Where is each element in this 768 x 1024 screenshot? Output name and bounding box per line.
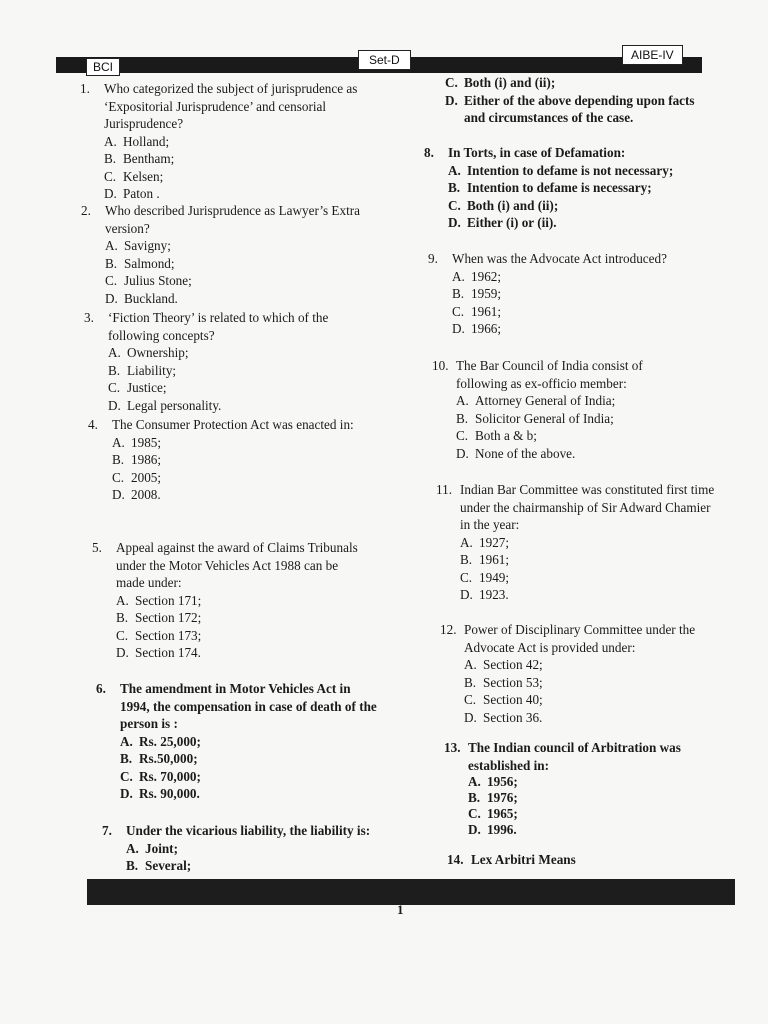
- question-number: 8.: [424, 145, 434, 160]
- question-2: [81, 202, 361, 307]
- option: A. Section 42;: [464, 657, 543, 672]
- question-3: [84, 309, 364, 414]
- option: A. Ownership;: [108, 345, 189, 360]
- option: D. 2008.: [112, 487, 161, 502]
- option: B. Rs.50,000;: [120, 751, 198, 766]
- option: D. None of the above.: [456, 445, 576, 461]
- option: D. Legal personality.: [108, 397, 222, 413]
- option: A. Rs. 25,000;: [120, 733, 201, 749]
- question-14: [447, 851, 707, 869]
- option: B. Intention to defame is necessary;: [448, 180, 652, 195]
- question-8: [424, 144, 694, 232]
- question-4: [88, 416, 368, 504]
- option: D. 1966;: [452, 321, 502, 336]
- option: C. Kelsen;: [104, 168, 164, 184]
- option: A. 1927;: [460, 534, 510, 550]
- question-12: [440, 621, 730, 726]
- question-number: 9.: [428, 251, 438, 266]
- question-5: [92, 539, 362, 662]
- option: C. Both (i) and (ii);: [448, 197, 559, 213]
- question-13: [444, 739, 704, 838]
- option: D. Rs. 90,000.: [120, 786, 200, 801]
- option: C. 1949;: [460, 569, 510, 585]
- question-text: Power of Disciplinary Committee under the Advocate Act is provided under:: [464, 622, 696, 655]
- question-7: [102, 822, 392, 875]
- question-11: [436, 481, 716, 604]
- question-number: 13.: [444, 740, 461, 755]
- header-left-tag: BCI: [86, 58, 120, 76]
- header-set-tag: Set-D: [358, 50, 411, 70]
- option: D. Either of the above depending upon facts and circumstances of the case.: [445, 92, 695, 125]
- option: B. Liability;: [108, 362, 177, 378]
- option: D. Section 174.: [116, 645, 201, 660]
- question-number: 4.: [88, 417, 98, 432]
- question-6: [96, 680, 381, 803]
- option: A. Attorney General of India;: [456, 393, 616, 408]
- question-10: [432, 357, 672, 462]
- option: B. Several;: [126, 858, 192, 873]
- option: D. Either (i) or (ii).: [448, 215, 557, 230]
- option: A. 1985;: [112, 434, 162, 450]
- option: B. Section 172;: [116, 610, 202, 625]
- option: C. Rs. 70,000;: [120, 768, 201, 784]
- option: C. Julius Stone;: [105, 273, 192, 288]
- option: A. 1962;: [452, 268, 502, 284]
- question-number: 12.: [440, 622, 457, 637]
- option: B. 1976;: [468, 790, 518, 805]
- question-text: ‘Fiction Theory’ is related to which of the following concepts?: [108, 310, 329, 343]
- option: C. 1961;: [452, 303, 502, 319]
- option: B. 1986;: [112, 452, 162, 467]
- option: B. 1959;: [452, 286, 502, 301]
- option: A. Joint;: [126, 840, 178, 856]
- question-text: In Torts, in case of Defamation:: [448, 145, 626, 160]
- question-number: 3.: [84, 310, 94, 325]
- question-number: 6.: [96, 681, 106, 696]
- option: B. Section 53;: [464, 674, 543, 690]
- option: D. Paton .: [104, 186, 160, 201]
- question-text: The Indian council of Arbitration was established in:: [468, 740, 681, 773]
- option: D. 1996.: [468, 822, 517, 837]
- option: C. Both (i) and (ii);: [445, 75, 556, 90]
- option: C. Both a & b;: [456, 428, 537, 443]
- option: A. 1956;: [468, 774, 518, 789]
- option: A. Savigny;: [105, 238, 171, 253]
- option: D. Buckland.: [105, 290, 178, 306]
- continuation-options: [445, 74, 705, 127]
- option: C. 2005;: [112, 469, 162, 485]
- question-number: 2.: [81, 203, 91, 218]
- option: B. Salmond;: [105, 255, 175, 271]
- question-text: The amendment in Motor Vehicles Act in 1994, the compensation in case of death of the person is :: [120, 681, 377, 731]
- option: B. 1961;: [460, 552, 510, 567]
- question-text: The Bar Council of India consist of following as ex-officio member:: [456, 358, 643, 391]
- question-text: Indian Bar Committee was constituted first time under the chairmanship of Sir Adward Chamier in the year:: [460, 482, 715, 532]
- question-number: 10.: [432, 358, 449, 373]
- question-9: [428, 250, 698, 338]
- question-1: [80, 80, 370, 203]
- option: C. Section 173;: [116, 627, 202, 643]
- question-text: When was the Advocate Act introduced?: [452, 251, 667, 266]
- option: A. Section 171;: [116, 592, 202, 608]
- question-text: The Consumer Protection Act was enacted in:: [112, 417, 354, 432]
- option: C. Section 40;: [464, 692, 543, 707]
- question-number: 1.: [80, 81, 90, 96]
- question-number: 7.: [102, 823, 112, 838]
- option: A. Intention to defame is not necessary;: [448, 162, 674, 178]
- question-text: Who described Jurisprudence as Lawyer’s Extra version?: [105, 203, 360, 236]
- option: D. Section 36.: [464, 709, 543, 725]
- option: D. 1923.: [460, 587, 509, 602]
- option: B. Solicitor General of India;: [456, 410, 614, 426]
- option: C. Justice;: [108, 380, 167, 395]
- question-number: 14.: [447, 852, 464, 867]
- option: B. Bentham;: [104, 151, 175, 166]
- header-exam-tag: AIBE-IV: [622, 45, 683, 65]
- option: A. Holland;: [104, 133, 170, 149]
- page-number: 1: [397, 902, 404, 917]
- option: C. 1965;: [468, 806, 518, 821]
- question-text: Appeal against the award of Claims Tribunals under the Motor Vehicles Act 1988 can be made under:: [116, 540, 358, 590]
- question-text: Who categorized the subject of jurisprudence as ‘Expositorial Jurisprudence’ and censorial Jurisprudence?: [104, 81, 358, 131]
- question-number: 11.: [436, 482, 452, 497]
- question-text: Under the vicarious liability, the liability is:: [126, 823, 371, 838]
- footer-bar: [87, 879, 735, 905]
- question-text: Lex Arbitri Means: [471, 852, 576, 867]
- question-number: 5.: [92, 540, 102, 555]
